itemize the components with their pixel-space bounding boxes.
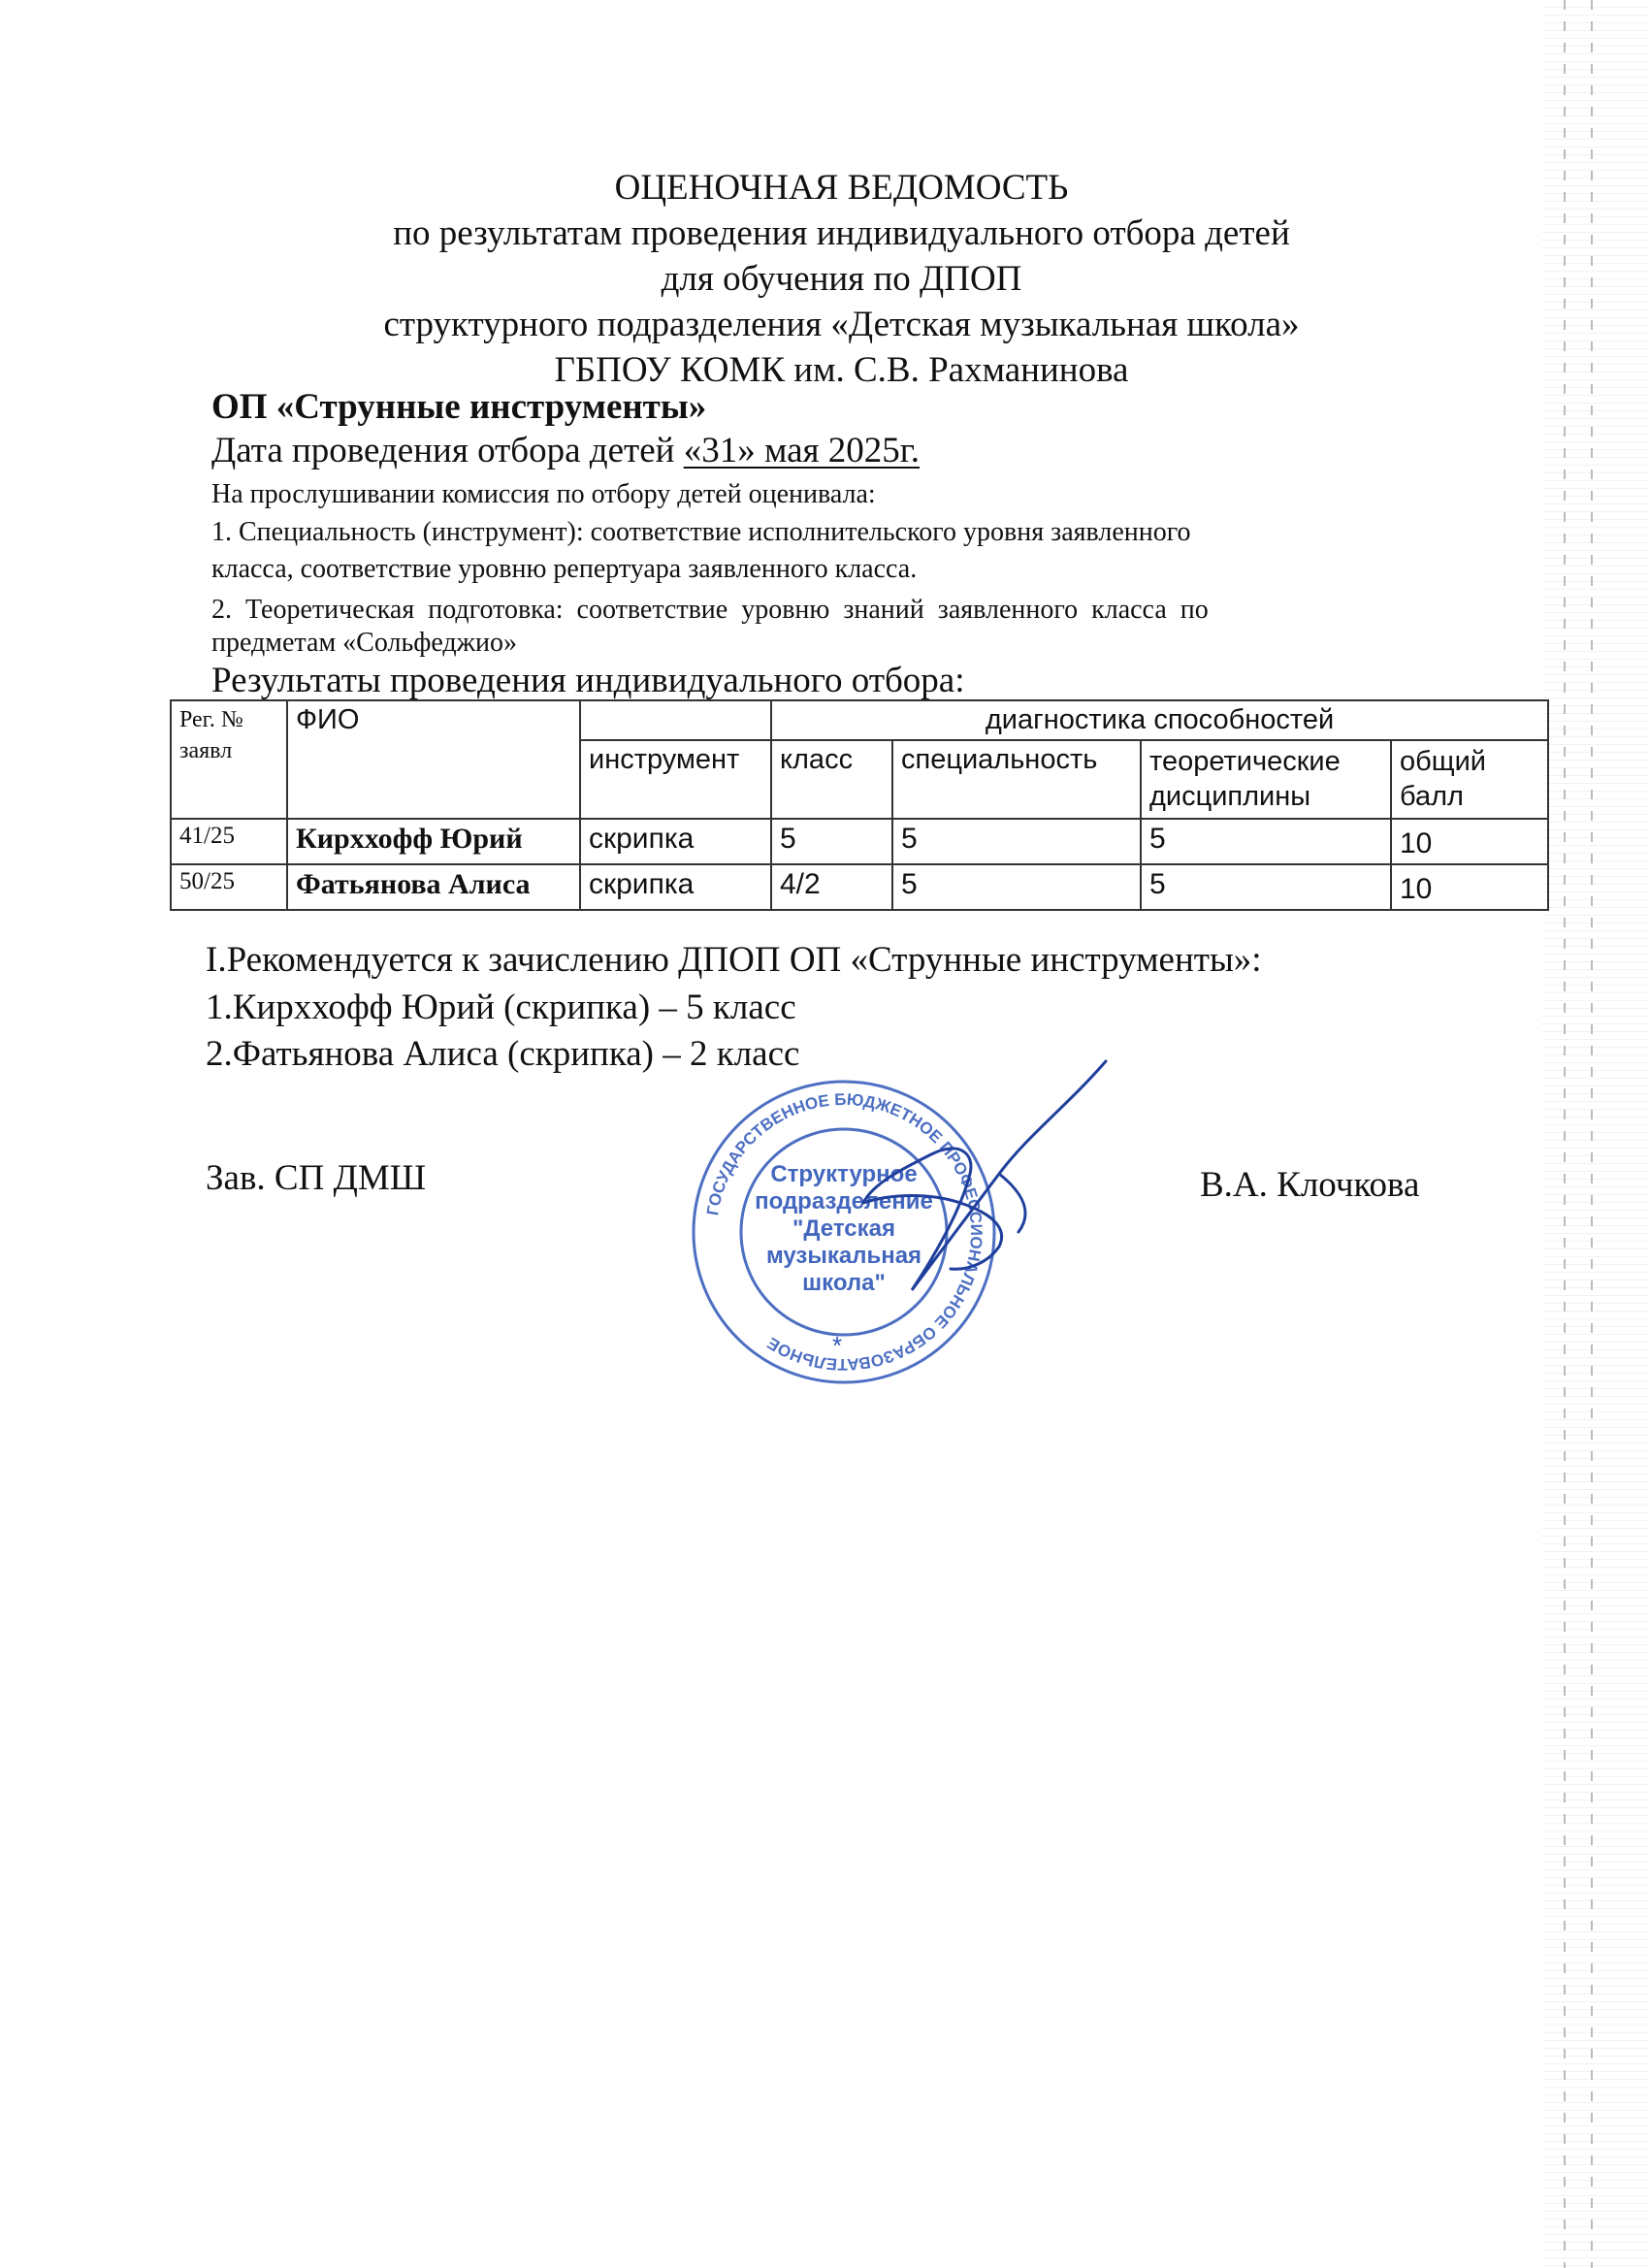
svg-text:музыкальная: музыкальная <box>765 1243 922 1269</box>
row-reg-number: 41/25 <box>171 819 287 864</box>
row-specialty: 5 <box>892 819 1141 864</box>
header-theory: теоретические дисциплины <box>1141 740 1391 819</box>
handwritten-signature <box>854 1048 1145 1319</box>
criteria-item-2-line-1: 2. Теоретическая подготовка: соответствие уровню знаний заявленного класса по <box>211 595 1209 625</box>
svg-text:"Детская: "Детская <box>792 1215 895 1242</box>
document-title: ОЦЕНОЧНАЯ ВЕДОМОСТЬ <box>614 168 1069 208</box>
results-heading: Результаты проведения индивидуального отбора: <box>211 661 965 700</box>
signatory-name: В.А. Клочкова <box>1200 1165 1420 1205</box>
header-class: класс <box>771 740 892 819</box>
row-fio: Фатьянова Алиса <box>287 864 580 910</box>
svg-text:школа": школа" <box>802 1270 886 1296</box>
results-table <box>170 699 1549 911</box>
row-fio: Кирххофф Юрий <box>287 819 580 864</box>
recommendation-item: 2.Фатьянова Алиса (скрипка) – 2 класс <box>206 1034 800 1074</box>
header-specialty: специальность <box>892 740 1141 819</box>
row-class: 4/2 <box>771 864 892 910</box>
date-label: Дата проведения отбора детей <box>211 431 684 470</box>
header-instrument: инструмент <box>580 740 771 819</box>
svg-text:ГОСУДАРСТВЕННОЕ БЮДЖЕТНОЕ ПРОФ: ГОСУДАРСТВЕННОЕ БЮДЖЕТНОЕ ПРОФЕССИОНАЛЬНОЕ ОБРАЗОВАТЕЛЬНОЕ <box>703 1089 986 1375</box>
row-theory: 5 <box>1141 864 1391 910</box>
table-row <box>171 864 1548 910</box>
row-specialty: 5 <box>892 864 1141 910</box>
title-line-3: для обучения по ДПОП <box>661 259 1022 299</box>
header-empty <box>580 700 771 740</box>
title-line-5: ГБПОУ КОМК им. С.В. Рахманинова <box>554 350 1129 390</box>
title-line-2: по результатам проведения индивидуального отбора детей <box>393 213 1290 253</box>
svg-text:подразделение: подразделение <box>755 1188 933 1215</box>
header-fio: ФИО <box>287 700 580 819</box>
row-reg-number: 50/25 <box>171 864 287 910</box>
svg-text:*: * <box>832 1331 843 1360</box>
table-row <box>171 819 1548 864</box>
row-total: 10 <box>1391 819 1548 864</box>
title-line-4: структурного подразделения «Детская музыкальная школа» <box>383 305 1300 344</box>
row-class: 5 <box>771 819 892 864</box>
row-total: 10 <box>1391 864 1548 910</box>
criteria-item-2-line-2: предметам «Сольфеджио» <box>211 628 517 658</box>
recommendation-item: 1.Кирххофф Юрий (скрипка) – 5 класс <box>206 988 796 1027</box>
signatory-position: Зав. СП ДМШ <box>206 1158 427 1198</box>
row-theory: 5 <box>1141 819 1391 864</box>
header-total: общий балл <box>1391 740 1548 819</box>
row-instrument: скрипка <box>580 819 771 864</box>
header-reg-number: Рег. № заявл <box>171 700 287 819</box>
recommendation-heading: I.Рекомендуется к зачислению ДПОП ОП «Струнные инструменты»: <box>206 940 1262 980</box>
table-header-row <box>171 700 1548 740</box>
selection-date: «31» мая 2025г. <box>683 431 921 470</box>
program-name: ОП «Струнные инструменты» <box>211 387 707 427</box>
criteria-item-1-line-2: класса, соответствие уровню репертуара заявленного класса. <box>211 554 918 584</box>
row-instrument: скрипка <box>580 864 771 910</box>
date-line <box>211 430 920 471</box>
svg-text:Структурное: Структурное <box>770 1161 918 1187</box>
header-diagnostics: диагностика способностей <box>771 700 1548 740</box>
criteria-intro: На прослушивании комиссия по отбору детей оценивала: <box>211 479 876 509</box>
criteria-item-1-line-1: 1. Специальность (инструмент): соответствие исполнительского уровня заявленного <box>211 517 1191 547</box>
